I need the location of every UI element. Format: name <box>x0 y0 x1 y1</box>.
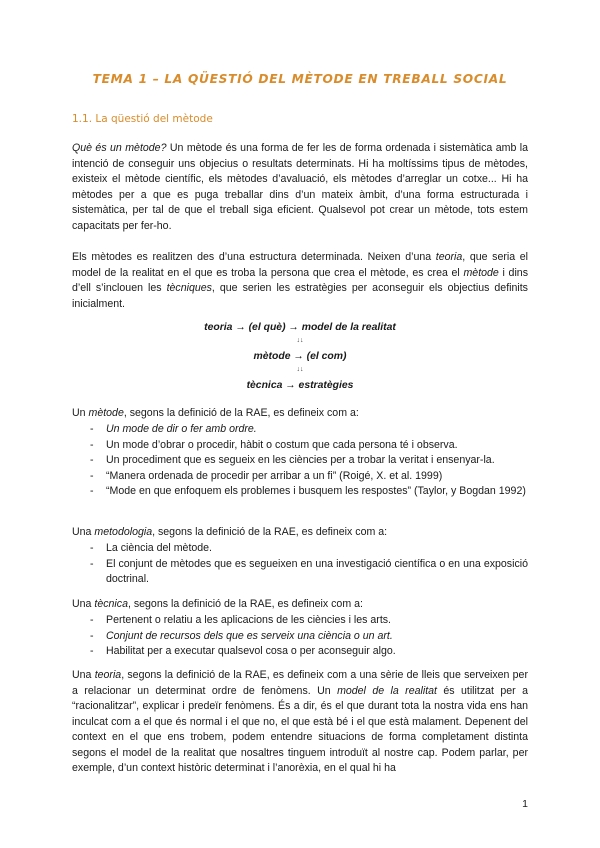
paragraph-what-is-method <box>72 141 528 234</box>
paragraph-text: , que seria el model de la realitat en el que es troba la persona que crea el mètode, es crea el <box>72 251 528 279</box>
term-metodologia: metodologia <box>94 526 153 538</box>
question-text: Què és un mètode? <box>72 142 167 154</box>
paragraph-text: , segons la definició de la RAE, es defineix com a una sèrie de lleis que serveixen per a relacionar un determinat ordre de fenòmens. Un <box>72 669 528 697</box>
term-teoria: teoria <box>94 669 122 681</box>
paragraph-text: i dins d’ell s’inclouen les <box>72 266 528 294</box>
intro-text: , segons la definició de la RAE, es defineix com a: <box>123 407 359 419</box>
term-metode: mètode <box>463 266 499 279</box>
list-item: - “Manera ordenada de procedir per arribar a un fi” (Roigé, X. et al. 1999) <box>72 469 528 485</box>
chapter-title: TEMA 1 – LA QÜESTIÓ DEL MÈTODE EN TREBALL SOCIAL <box>92 72 508 86</box>
formula-line-3: tècnica → estratègies <box>246 380 354 391</box>
intro-text: Una <box>72 598 95 610</box>
metode-definition-list <box>72 422 528 500</box>
term-metode: mètode <box>88 407 124 419</box>
list-item: - El conjunt de mètodes que es segueixen en una investigació científica o en una exposició doctrinal. <box>72 557 528 588</box>
metodologia-definition-intro <box>72 525 528 541</box>
list-item: - Un procediment que es segueix en les ciències per a trobar la veritat i ensenyar-la. <box>72 453 528 469</box>
list-item: - Pertenent o relatiu a les aplicacions de les ciències i les arts. <box>72 613 528 629</box>
tecnica-definition-intro <box>72 597 528 613</box>
formula-line-2: mètode → (el com) <box>253 351 347 362</box>
paragraph-text: Un mètode és una forma de fer les de forma ordenada i sistemàtica amb la intenció de conseguir uns objecius o resultats determinats. Hi ha moltíssims tipus de mètodes, existeix el mètode científic, els mètodes d’avaluació, els mètodes d’arreglar un cotxe... Hi ha mètodes per a que es puga treballar dins d’un mateix àmbit, d’una forma estructurada i sistemàtica, per tal de que el treball siga eficient. Qualsevol pot crear un mètode, tots estem capacitats per fer-ho. <box>72 142 528 232</box>
metodologia-definition-list <box>72 541 528 588</box>
list-item: - Habilitat per a executar qualsevol cosa o per aconseguir algo. <box>72 644 528 660</box>
list-item-text: Un mode de dir o fer amb ordre. <box>106 423 257 435</box>
paragraph-text: Una <box>72 669 95 681</box>
section-heading: 1.1. La qüestió del mètode <box>72 113 213 125</box>
intro-text: Una <box>72 526 95 538</box>
intro-text: , segons la definició de la RAE, es defineix com a: <box>127 598 363 610</box>
page-number: 1 <box>522 798 528 810</box>
list-item <box>72 422 528 438</box>
list-item: - La ciència del mètode. <box>72 541 528 557</box>
tecnica-definition-list <box>72 613 528 660</box>
paragraph-structure <box>72 250 528 312</box>
list-item: - Un mode d’obrar o procedir, hàbit o costum que cada persona té i observa. <box>72 438 528 454</box>
list-item: - “Mode en que enfoquem els problemes i busquem les respostes” (Taylor, y Bogdan 1992) <box>72 484 528 500</box>
down-arrow-icon: ↓↓ <box>296 366 304 373</box>
down-arrow-icon: ↓↓ <box>296 337 304 344</box>
paragraph-text: Els mètodes es realitzen des d’una estructura determinada. Neixen d’una <box>72 251 436 263</box>
paragraph-teoria <box>72 668 528 777</box>
list-item-text: Conjunt de recursos dels que es serveix una ciència o un art. <box>106 629 393 642</box>
formula-line-1: teoria → (el què) → model de la realitat <box>204 322 396 333</box>
term-model-realitat: model de la realitat <box>337 684 437 697</box>
term-tecnica: tècnica <box>94 598 128 610</box>
paragraph-text: és utilitzat per a “racionalitzar”, explicar i predeïr fenòmens. És a dir, és el que durant tota la nostra vida ens han inculcat com a el que és normal i el que no, el que està bé i el que està malament. Depenent del context en el que ens trobem, podem entendre situacions de forma completament distinta segons el model de la realitat que nosaltres tinguem introduït al nostre cap. Podem parlar, per exemple, d’un context històric determinat i l’anorèxia, en el qual hi ha <box>72 684 528 774</box>
term-tecniques: tècniques <box>166 282 212 294</box>
intro-text: , segons la definició de la RAE, es defineix com a: <box>152 526 388 538</box>
term-teoria: teoria <box>435 251 463 263</box>
intro-text: Un <box>72 407 89 419</box>
metode-definition-intro <box>72 406 528 422</box>
list-item <box>72 629 528 645</box>
paragraph-text: , que serien les estratègies per aconseguir els objectius definits inicialment. <box>72 282 528 310</box>
